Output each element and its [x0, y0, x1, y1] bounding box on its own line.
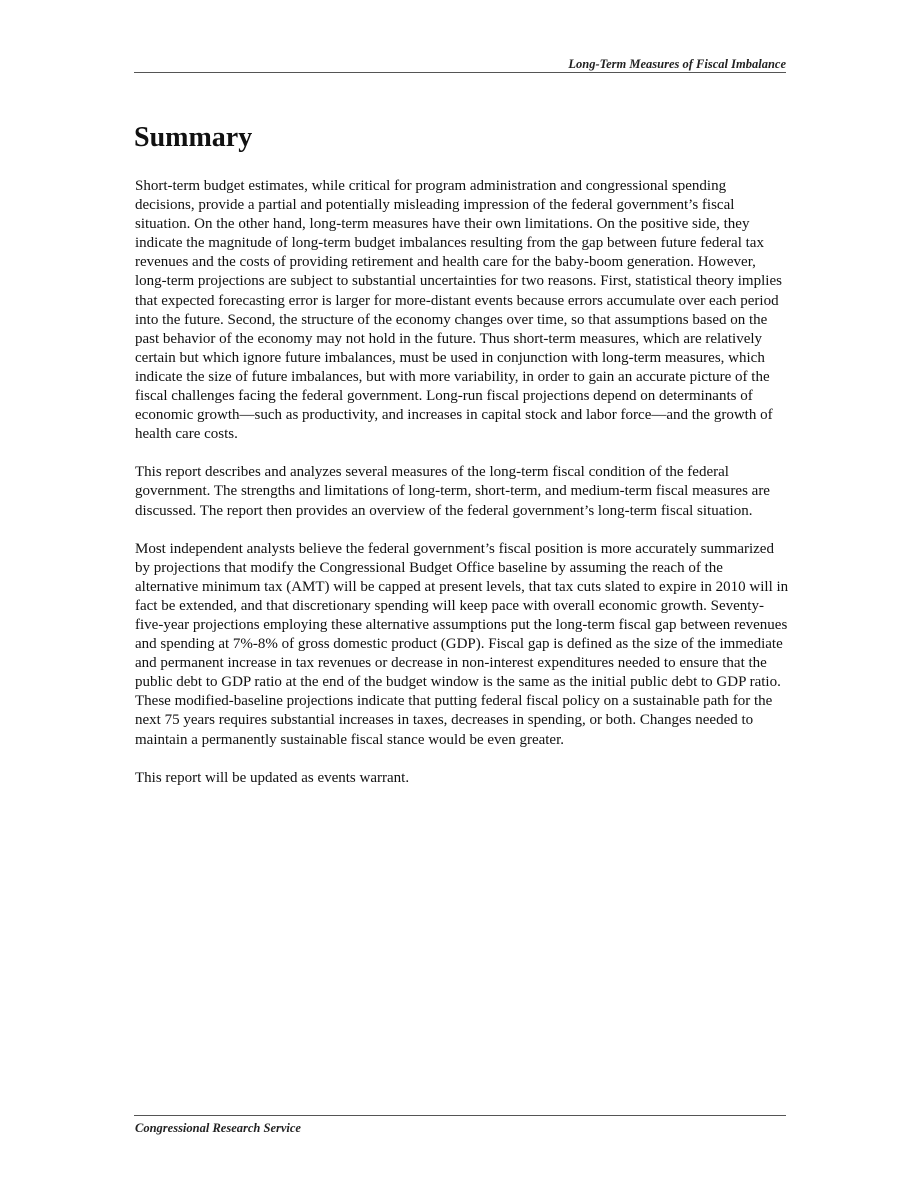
paragraph-4: This report will be updated as events warrant. — [135, 769, 410, 786]
footer-divider — [134, 1115, 786, 1116]
header-divider — [134, 72, 786, 73]
paragraph-1: Short-term budget estimates, while critical for program administration and congressional spending decisions, provide a partial and potentially misleading impression of the federal government’s fiscal situation. On the other hand, long-term measures have their own limitations. On the positive side, they indicate the magnitude of long-term budget imbalances resulting from the gap between future federal tax revenues and the costs of providing retirement and health care for the baby-boom generation. However, long-term projections are subject to substantial uncertainties for two reasons. First, statistical theory implies that expected forecasting error is larger for more-distant events because errors accumulate over each period into the future. Second, the structure of the economy changes over time, so that assumptions based on the past behavior of the economy may not hold in the future. Thus short-term measures, which are relatively certain but which ignore future imbalances, must be used in conjunction with long-term measures, which indicate the size of future imbalances, but with more variability, in order to gain an accurate picture of the fiscal challenges facing the federal government. Long-run fiscal projections depend on determinants of economic growth—such as productivity, and increases in capital stock and labor force—and the growth of health care costs. — [135, 178, 782, 443]
paragraph-2: This report describes and analyzes several measures of the long-term fiscal condition of the federal government. The strengths and limitations of long-term, short-term, and medium-term fiscal measures are discussed. The report then provides an overview of the federal government’s long-term fiscal situation. — [135, 464, 770, 519]
summary-body — [135, 177, 789, 807]
running-header: Long-Term Measures of Fiscal Imbalance — [568, 57, 786, 71]
page-title: Summary — [134, 122, 253, 153]
running-footer: Congressional Research Service — [135, 1121, 301, 1135]
paragraph-3: Most independent analysts believe the federal government’s fiscal position is more accurately summarized by projections that modify the Congressional Budget Office baseline by assuming the reach of the alternative minimum tax (AMT) will be capped at present levels, that tax cuts slated to expire in 2010 will in fact be extended, and that discretionary spending will keep pace with overall economic growth. Seventy-five-year projections employing these alternative assumptions put the long-term fiscal gap between revenues and spending at 7%-8% of gross domestic product (GDP). Fiscal gap is defined as the size of the immediate and permanent increase in tax revenues or decrease in non-interest expenditures needed to ensure that the public debt to GDP ratio at the end of the budget window is the same as the initial public debt to GDP ratio. These modified-baseline projections indicate that putting federal fiscal policy on a sustainable path for the next 75 years requires substantial increases in taxes, decreases in spending, or both. Changes needed to maintain a permanently sustainable fiscal stance would be even greater. — [135, 540, 789, 748]
